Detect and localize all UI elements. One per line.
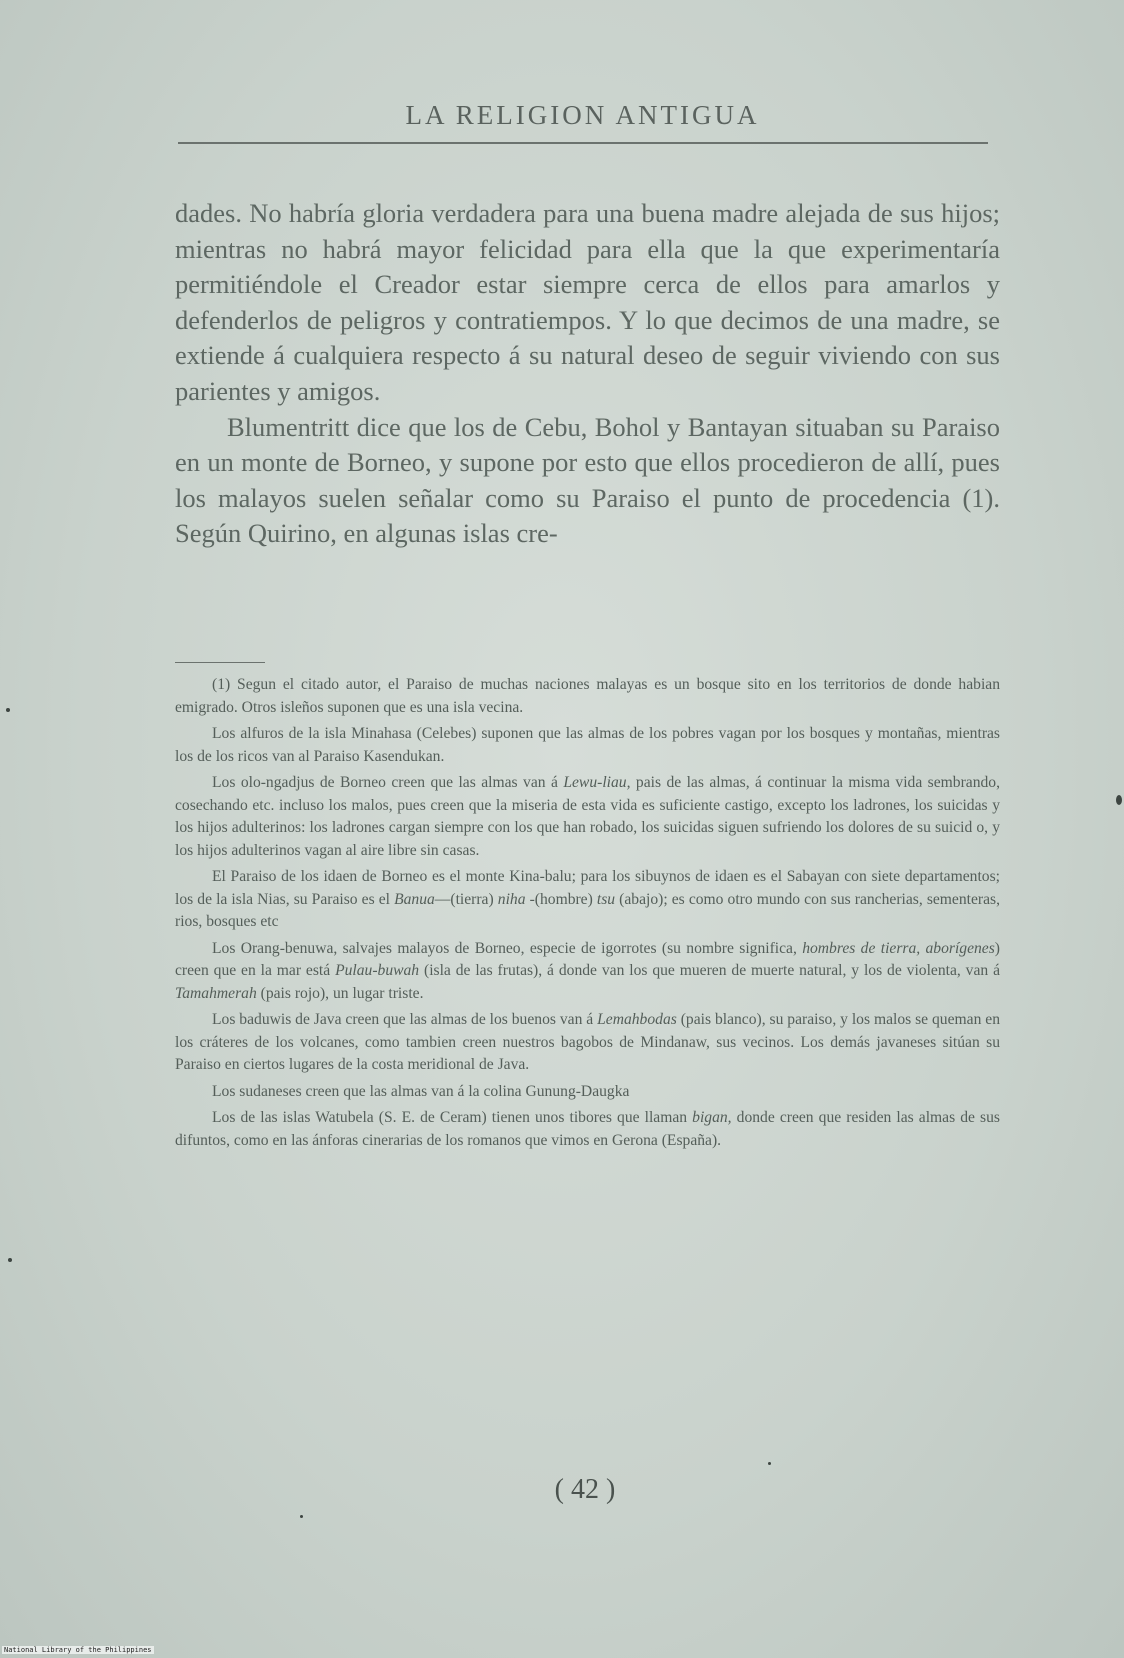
- scan-speck: [1116, 795, 1122, 805]
- footnotes: [175, 674, 1000, 1156]
- footnote-baduwis: Los baduwis de Java creen que las almas de los buenos van á Lemahbodas (pais blanco), su paraiso, y los malos se queman en los cráteres de los volcanes, como tambien creen nuestros bagobos de Mindanaw, sus vecinos. Los demás javaneses sitúan su Paraiso en ciertos lugares de la costa meridional de Java.: [175, 1011, 1000, 1073]
- paragraph-1: dades. No habría gloria verdadera para una buena madre alejada de sus hijos; mientras no habrá mayor felicidad para ella que la que experimentaría permitiéndole el Creador estar siempre cerca de ellos para amarlos y defenderlos de peligros y contratiempos. Y lo que decimos de una madre, se extiende á cualquiera respecto á su natural deseo de seguir viviendo con sus parientes y amigos.: [175, 198, 1000, 406]
- header-rule: [178, 142, 988, 144]
- footnote-watubela: Los de las islas Watubela (S. E. de Ceram) tienen unos tibores que llaman bigan, donde creen que residen las almas de sus difuntos, como en las ánforas cinerarias de los romanos que vimos en Gerona (España).: [175, 1109, 1000, 1149]
- footnote-olo-ngadjus: Los olo-ngadjus de Borneo creen que las almas van á Lewu-liau, pais de las almas, á continuar la misma vida sembrando, cosechando etc. incluso los malos, pues creen que la miseria de esta vida es suficiente castigo, excepto los ladrones, los suicidas y los hijos adulterinos: los ladrones cargan siempre con los que han robado, los suicidas siguen sufriendo los dolores de su suicid o, y los hijos adulterinos vagan al aire libre sin casas.: [175, 774, 1000, 859]
- footnote-1: (1) Segun el citado autor, el Paraiso de muchas naciones malayas es un bosque sito en los territorios de donde habian emigrado. Otros isleños suponen que es una isla vecina.: [175, 676, 1000, 716]
- running-head: LA RELIGION ANTIGUA: [405, 100, 760, 130]
- library-credit: National Library of the Philippines: [4, 1646, 152, 1654]
- footnote-alfuros: Los alfuros de la isla Minahasa (Celebes) suponen que las almas de los pobres vagan por los bosques y montañas, mientras los de los ricos van al Paraiso Kasendukan.: [175, 725, 1000, 765]
- main-text: [175, 196, 1000, 552]
- page-number: ( 42 ): [554, 1474, 616, 1505]
- scan-speck: [300, 1515, 303, 1518]
- scan-speck: [6, 708, 10, 712]
- scan-speck: [768, 1462, 771, 1465]
- footnote-rule: [175, 662, 265, 663]
- paragraph-2: Blumentritt dice que los de Cebu, Bohol y Bantayan situaban su Paraiso en un monte de Borneo, y supone por esto que ellos procedieron de allí, pues los malayos suelen señalar como su Paraiso el punto de procedencia (1). Según Quirino, en algunas islas cre-: [175, 411, 1000, 549]
- footnote-sudaneses: Los sudaneses creen que las almas van á la colina Gunung-Daugka: [212, 1082, 630, 1100]
- footnote-idaen: El Paraiso de los idaen de Borneo es el monte Kina-balu; para los sibuynos de idaen es el Sabayan con siete departamentos; los de la isla Nias, su Paraiso es el Banua—(tierra) niha -(hombre) tsu (abajo); es como otro mundo con sus rancherias, sementeras, rios, bosques etc: [175, 868, 1000, 930]
- footnote-orang-benuwa: Los Orang-benuwa, salvajes malayos de Borneo, especie de igorrotes (su nombre significa, hombres de tierra, aborígenes) creen que en la mar está Pulau-buwah (isla de las frutas), á donde van los que mueren de muerte natural, y los de violenta, van á Tamahmerah (pais rojo), un lugar triste.: [175, 939, 1000, 1002]
- scan-speck: [8, 1258, 12, 1262]
